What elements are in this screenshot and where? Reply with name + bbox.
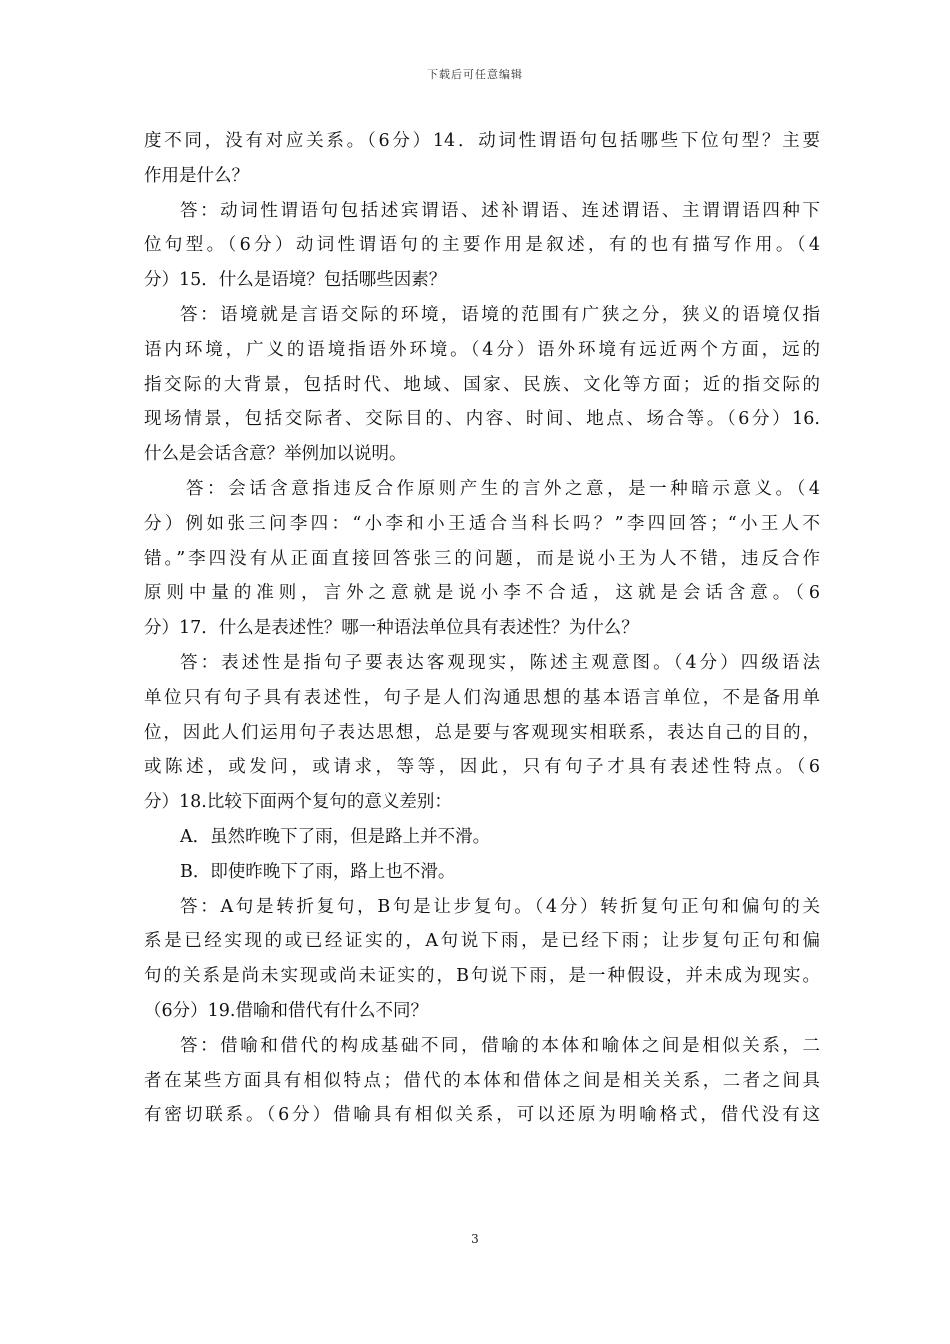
text-line: 单位只有句子具有表述性，句子是人们沟通思想的基本语言单位，不是备用单 (144, 687, 820, 708)
text-line: 答：表述性是指句子要表达客观现实，陈述主观意图。（4分）四级语法 (180, 652, 820, 673)
document-body (144, 124, 820, 1133)
text-line: A．虽然昨晚下了雨，但是路上并不滑。 (180, 826, 491, 847)
text-line: 分）18.比较下面两个复句的意义差别： (144, 792, 452, 813)
text-line: 答：语境就是言语交际的环境，语境的范围有广狭之分，狭义的语境仅指 (180, 304, 820, 325)
text-line: 位句型。（6分）动词性谓语句的主要作用是叙述，有的也有描写作用。（4 (144, 235, 820, 256)
text-line: 语内环境，广义的语境指语外环境。（4分）语外环境有远近两个方面，远的 (144, 339, 820, 360)
text-line: 原则中量的准则，言外之意就是说小李不合适，这就是会话含意。（6 (144, 583, 820, 604)
text-line: 位，因此人们运用句子表达思想，总是要与客观现实相联系，表达自己的目的， (144, 722, 820, 743)
text-line: 分）例如张三问李四：“小李和小王适合当科长吗？”李四回答；“小王人不 (144, 513, 820, 534)
text-line: 答：借喻和借代的构成基础不同，借喻的本体和喻体之间是相似关系，二 (180, 1035, 820, 1056)
text-line: （6分）19.借喻和借代有什么不同？ (144, 1000, 428, 1021)
text-line: 分）17．什么是表述性？哪一种语法单位具有表述性？为什么？ (144, 618, 639, 639)
text-line: 系是已经实现的或已经证实的，A句说下雨，是已经下雨；让步复句正句和偏 (144, 931, 820, 952)
text-line: 有密切联系。（6分）借喻具有相似关系，可以还原为明喻格式，借代没有这 (144, 1105, 820, 1126)
text-line: 答：动词性谓语句包括述宾谓语、述补谓语、连述谓语、主谓谓语四种下 (180, 200, 820, 221)
text-line: B．即使昨晚下了雨，路上也不滑。 (180, 861, 456, 882)
text-line: 什么是会话含意？举例加以说明。 (144, 444, 407, 465)
text-line: 现场情景，包括交际者、交际目的、内容、时间、地点、场合等。（6分）16. (144, 409, 820, 430)
text-line: 或陈述，或发问，或请求，等等，因此，只有句子才具有表述性特点。（6 (144, 757, 820, 778)
text-line: 作用是什么？ (144, 165, 249, 186)
text-line: 分）15．什么是语境？包括哪些因素？ (144, 270, 447, 291)
text-line: 答：会话含意指违反合作原则产生的言外之意，是一种暗示意义。（4 (186, 478, 820, 499)
text-line: 指交际的大背景，包括时代、地域、国家、民族、文化等方面；近的指交际的 (144, 374, 820, 395)
page-number: 3 (471, 1232, 479, 1246)
text-line: 者在某些方面具有相似特点；借代的本体和借体之间是相关关系，二者之间具 (144, 1070, 820, 1091)
page-header: 下载后可任意编辑 (427, 68, 523, 81)
text-line: 句的关系是尚未实现或尚未证实的，B句说下雨，是一种假设，并未成为现实。 (144, 966, 820, 987)
text-line: 错。”李四没有从正面直接回答张三的问题，而是说小王为人不错，违反合作 (144, 548, 820, 569)
text-line: 度不同，没有对应关系。（6分）14．动词性谓语句包括哪些下位句型？主要 (144, 131, 820, 151)
text-line: 答：A句是转折复句，B句是让步复句。（4分）转折复句正句和偏句的关 (180, 896, 820, 917)
